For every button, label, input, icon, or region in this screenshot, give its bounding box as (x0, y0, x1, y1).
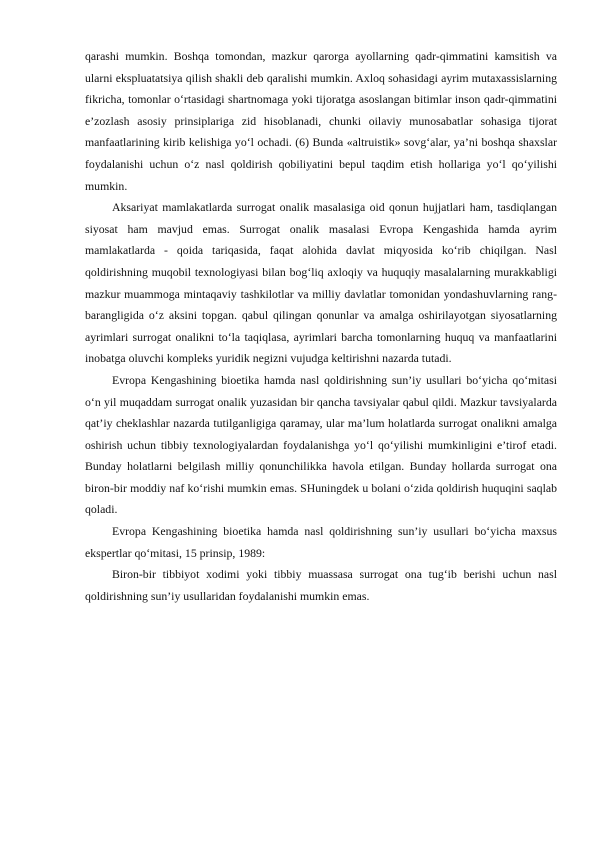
paragraph-4: Evropa Kengashining bioetika hamda nasl qoldirishning sun’iy usullari bo‘yicha maxsus ekspertlar qo‘mitasi, 15 prinsip, 1989: (85, 524, 557, 560)
paragraph-1: qarashi mumkin. Boshqa tomondan, mazkur qarorga ayollarning qadr-qimmatini kamsitish va ularni ekspluatatsiya qilish shakli deb qaralishi mumkin. Axloq sohasidagi ayrim mutaxassislarning fikricha, tomonlar o‘rtasidagi shartnomaga yoki tijoratga asoslangan bitimlar inson qadr-qimmatini e’zozlash asosiy prinsiplariga zid hisoblanadi, chunki oilaviy munosabatlar sohasiga tijorat manfaatlarining kirib kelishiga yo‘l ochadi. (6) Bunda «altruistik» sovg‘alar, ya’ni boshqa shaxslar foydalanishi uchun o‘z nasl qoldirish qobiliyatini bepul taqdim etish hollariga yo‘l qo‘yilishi mumkin. (85, 49, 557, 193)
paragraph-3: Evropa Kengashining bioetika hamda nasl qoldirishning sun’iy usullari bo‘yicha qo‘mitasi o‘n yil muqaddam surrogat onalik yuzasidan bir qancha tavsiyalar qabul qildi. Mazkur tavsiyalarda qat’iy cheklashlar nazarda tutilganligiga qaramay, ular ma’lum holatlarda surrogat onalikni amalga oshirish uchun tibbiy texnologiyalardan foydalanishga yo‘l qo‘yilishi mumkinligini e’tirof etadi. Bunday holatlarni belgilash milliy qonunchilikka havola etilgan. Bunday hollarda surrogat ona biron-bir moddiy naf ko‘rishi mumkin emas. SHuningdek u bolani o‘zida qoldirish huquqini saqlab qoladi. (85, 372, 557, 517)
paragraph-2: Aksariyat mamlakatlarda surrogat onalik masalasiga oid qonun hujjatlari ham, tasdiqlangan siyosat ham mavjud emas. Surrogat onalik masalasi Evropa Kengashida hamda ayrim mamlakatlarda - qoida tariqasida, faqat alohida davlat miqyosida ko‘rib chiqilgan. Nasl qoldirishning muqobil texnologiyasi bilan bog‘liq axloqiy va huquqiy masalalarning murakkabligi mazkur muammoga mintaqaviy tashkilotlar va milliy davlatlar tomonidan yondashuvlarning rang-barangligida o‘z aksini topgan. qabul qilingan qonunlar va amalga oshirilayotgan siyosatlarning ayrimlari surrogat onalikni to‘la taqiqlasa, ayrimlari barcha tomonlarning huquq va manfaatlarini inobatga oluvchi kompleks yuridik negizni vujudga keltirishni nazarda tutadi. (85, 200, 557, 366)
document-page (85, 46, 557, 607)
paragraph-5: Biron-bir tibbiyot xodimi yoki tibbiy muassasa surrogat ona tug‘ib berishi uchun nasl qoldirishning sun’iy usullaridan foydalanishi mumkin emas. (85, 567, 557, 603)
